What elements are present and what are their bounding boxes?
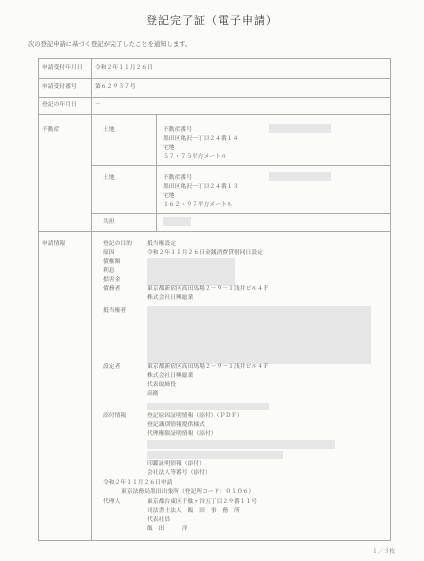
intro-text: 次の登記申請に基づく登記が完了したことを通知します。 [28, 41, 192, 48]
land1-address: 墨田区亀沢一丁目２４番１４ [163, 136, 239, 142]
reg-date-label: 登記の年月日 [42, 102, 77, 108]
attach-label: 添付情報 [103, 413, 127, 419]
setter-rep-name: 高衛 [147, 391, 159, 397]
land2-category: 宅地 [163, 193, 175, 199]
land1-category: 宅地 [163, 145, 175, 151]
redacted-joint [163, 217, 191, 226]
cause-label: 原因 [103, 250, 115, 256]
agent-line: 東京都台東区千駄ヶ谷五丁目２９番１１号 [147, 499, 258, 505]
redacted-amounts [147, 258, 235, 286]
amount-label: 債権額 [103, 259, 121, 265]
agent-label: 代理人 [103, 499, 121, 505]
land2-type: 土地 [103, 175, 115, 181]
document-title: 登記完了証（電子申請） [146, 14, 278, 27]
reg-date-value: － [95, 102, 101, 108]
attach-line: 会社法人等番号（添付） [147, 470, 211, 476]
page-number: １／３枚 [372, 549, 396, 555]
filing-date: 令和２年１１月２６日申請 [103, 480, 173, 486]
agent-line: 飯 田 洋 [147, 526, 188, 532]
land2-address: 墨田区亀沢一丁目２４番１３ [163, 184, 239, 190]
redacted-number [269, 124, 331, 133]
registration-table [38, 58, 391, 541]
attach-line: 登記原因証明情報（添付）（ＰＤＦ） [147, 413, 243, 419]
receipt-no-value: 第６２９３７号 [95, 84, 136, 90]
land1-no-label: 不動産番号 [163, 127, 192, 133]
setter-label: 設定者 [103, 364, 121, 370]
damages-label: 損害金 [103, 277, 121, 283]
attach-line: 印鑑証明情報（添付） [147, 461, 205, 467]
debtor-label: 債務者 [103, 286, 121, 292]
attach-line: 登記識別情報提供様式 [147, 422, 205, 428]
interest-label: 利息 [103, 268, 115, 274]
purpose-value: 抵当権設定 [147, 241, 176, 247]
redacted-mortgagee [147, 306, 371, 364]
debtor-name: 株式会社日興総業 [147, 295, 194, 301]
setter-address: 東京都新宿区高田馬場２－９－１浅井ビル４Ｆ [147, 364, 269, 370]
attach-line: 代理権限証明情報（添付） [147, 431, 217, 437]
agent-line: 司法書士法人 飯 田 事 務 所 [147, 508, 240, 514]
mortgagee-label: 抵当権者 [103, 308, 127, 314]
agent-line: 代表社員 [147, 517, 171, 523]
joint-type: 共担 [103, 219, 115, 225]
cause-value: 令和２年１１月２６日金銭消費貸借同日設定 [147, 250, 263, 256]
land1-type: 土地 [103, 127, 115, 133]
registry-office: 東京法務局墨田出張所（登記所コード：０１０６） [121, 489, 255, 495]
application-label: 申請情報 [42, 241, 66, 247]
setter-name: 株式会社日興総業 [147, 373, 194, 379]
redacted-number [269, 172, 331, 181]
debtor-address: 東京都新宿区高田馬場２－９－１浅井ビル４Ｆ [147, 286, 269, 292]
receipt-date-value: 令和２年１１月２６日 [95, 65, 153, 71]
redacted-attach [147, 403, 269, 410]
setter-rep-title: 代表取締役 [147, 382, 176, 388]
purpose-label: 登記の目的 [103, 241, 132, 247]
land1-area: ５７・７５平方メートル [163, 154, 227, 160]
redacted-attach [147, 440, 335, 449]
property-label: 不動産 [42, 127, 60, 133]
receipt-date-label: 申請受付年月日 [42, 65, 83, 71]
redacted-attach [147, 451, 283, 459]
receipt-no-label: 申請受付番号 [42, 84, 77, 90]
land2-area: １６２・９７平方メートル [163, 202, 233, 208]
land2-no-label: 不動産番号 [163, 175, 192, 181]
